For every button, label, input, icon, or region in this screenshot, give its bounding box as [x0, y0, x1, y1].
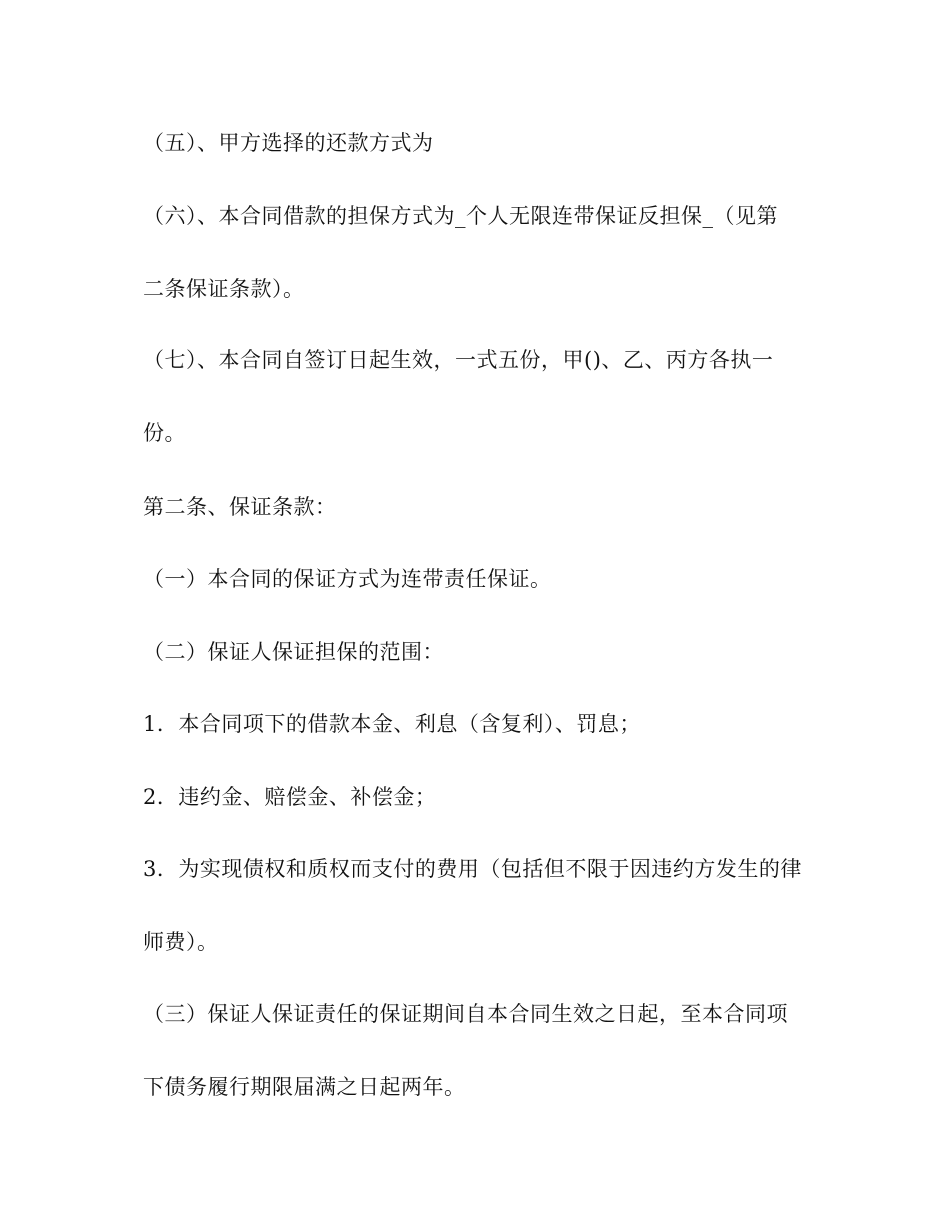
article-2-item-1: （一）本合同的保证方式为连带责任保证。	[143, 567, 552, 591]
scope-item-2: 2．违约金、赔偿金、补偿金；	[143, 785, 437, 809]
clause-5-repayment-method: （五）、甲方选择的还款方式为	[143, 131, 434, 155]
scope-item-1: 1．本合同项下的借款本金、利息（含复利）、罚息；	[143, 712, 641, 736]
article-2-heading: 第二条、保证条款：	[143, 495, 337, 519]
clause-7-effectiveness: （七）、本合同自签订日起生效，一式五份，甲()、乙、丙方各执一	[143, 348, 774, 372]
clause-6-guarantee-method: （六）、本合同借款的担保方式为_个人无限连带保证反担保_（见第	[143, 204, 778, 228]
article-2-item-2: （二）保证人保证担保的范围：	[143, 640, 444, 664]
clause-7-continuation: 份。	[143, 421, 186, 445]
scope-item-3-continuation: 师费）。	[143, 930, 219, 954]
article-2-item-3-continuation: 下债务履行期限届满之日起两年。	[143, 1075, 466, 1099]
clause-6-continuation: 二条保证条款）。	[143, 277, 305, 301]
scope-item-3: 3．为实现债权和质权而支付的费用（包括但不限于因违约方发生的律	[143, 857, 802, 881]
article-2-item-3: （三）保证人保证责任的保证期间自本合同生效之日起，至本合同项	[143, 1002, 788, 1026]
